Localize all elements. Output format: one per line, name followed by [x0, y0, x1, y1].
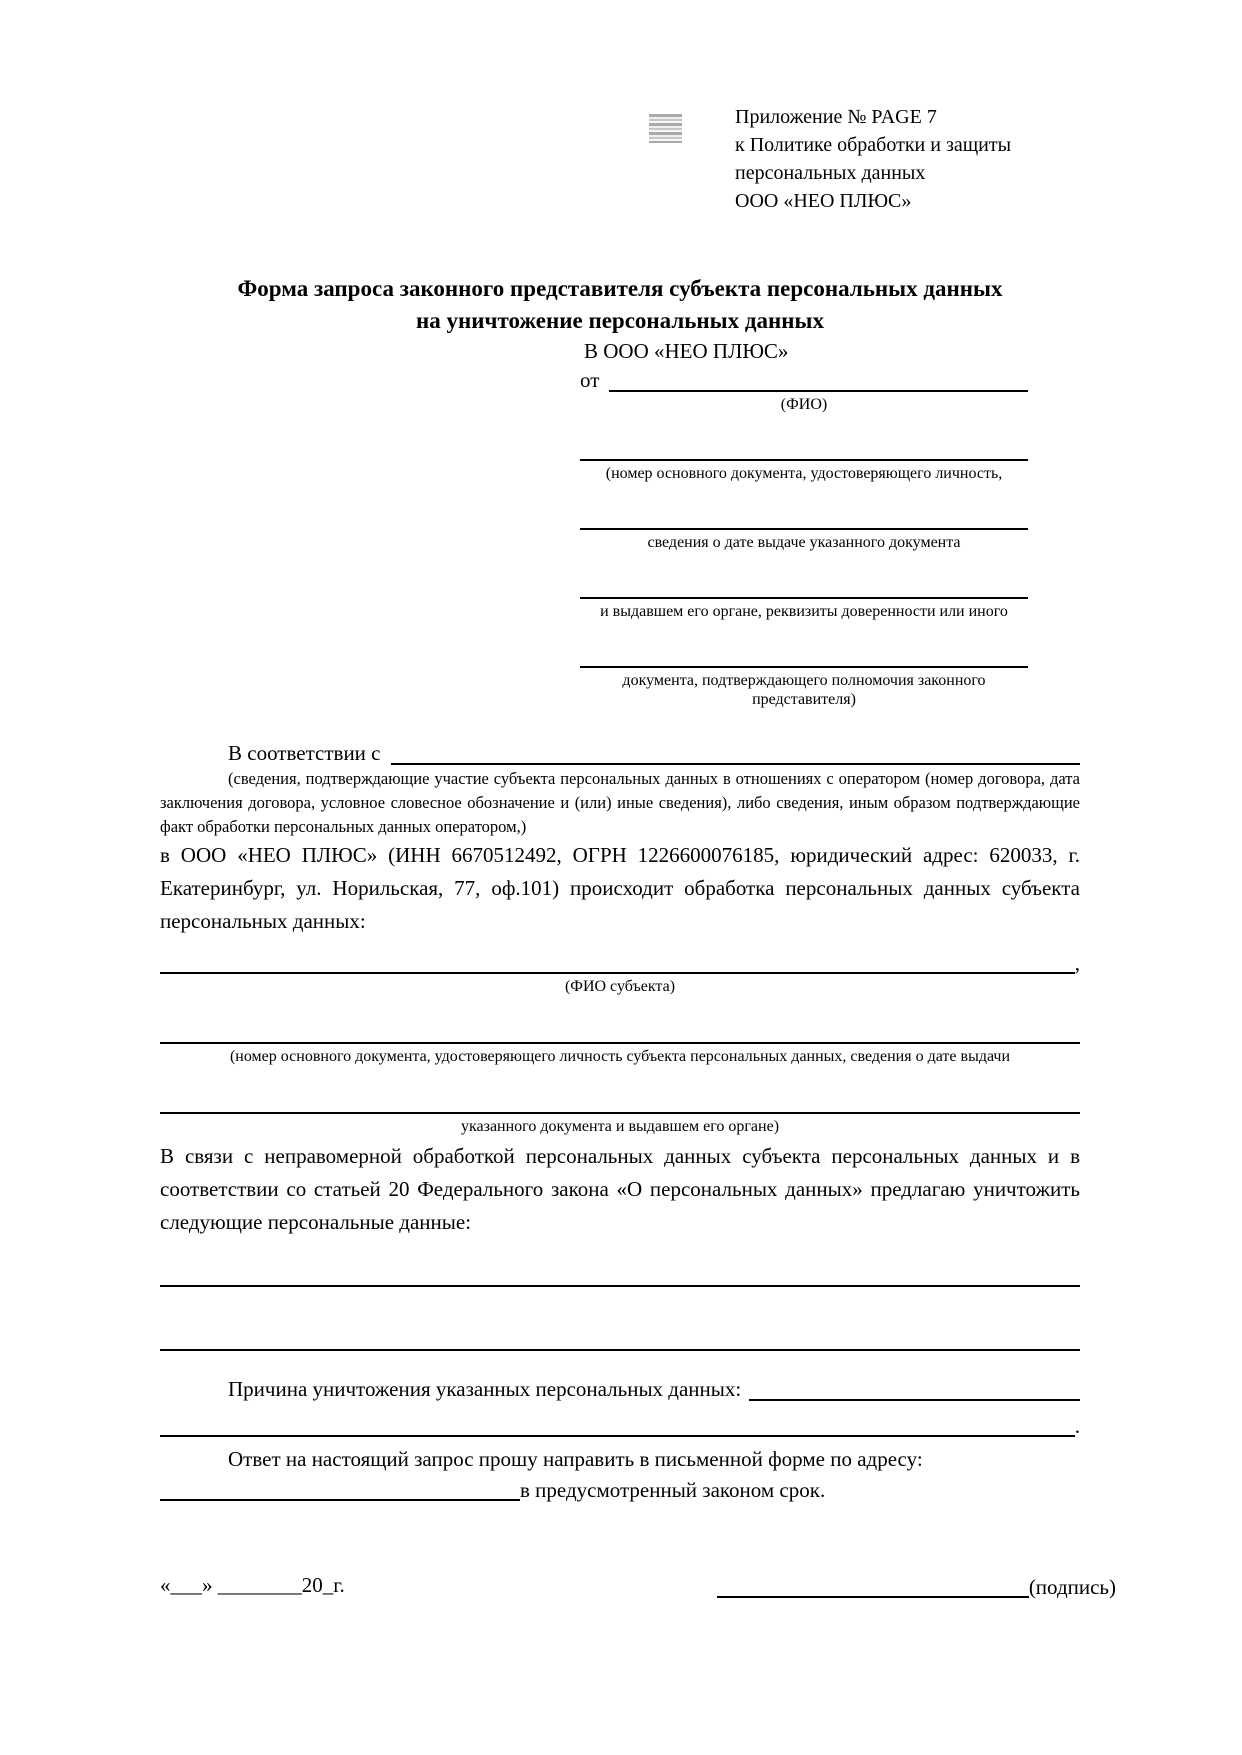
issuing-authority-caption: и выдавшем его органе, реквизиты доверенности или иного	[600, 603, 1008, 620]
issue-date-field	[580, 508, 1028, 552]
data-to-destroy-blank-line	[160, 1265, 1080, 1287]
appendix-header	[735, 103, 1080, 215]
appendix-header-line: ООО «НЕО ПЛЮС»	[735, 190, 912, 212]
document-title	[160, 273, 1080, 337]
subject-document-field	[160, 1022, 1080, 1066]
appendix-header-line: к Политике обработки и защиты	[735, 134, 1012, 156]
reason-blank-line	[749, 1377, 1080, 1401]
reason-continuation-field	[160, 1413, 1080, 1437]
accordance-caption: (сведения, подтверждающие участие субъекта персональных данных в отношениях с оператором (номер договора, дата заключения договора, условное словесное обозначение и (или) иные сведения), либо сведения, иным образом подтверждающие факт обработки персональных данных оператором,)	[160, 769, 1080, 836]
subject-document-caption2: указанного документа и выдавшем его органе)	[460, 1118, 780, 1135]
blank-line	[580, 646, 1028, 668]
signature-blank-line	[717, 1574, 1029, 1598]
from-field	[580, 368, 1028, 392]
date-blank-text: «___» ________20_г.	[160, 1573, 345, 1597]
blank-line	[580, 577, 1028, 599]
data-to-destroy-blank-line	[160, 1329, 1080, 1351]
document-number-field	[580, 439, 1028, 483]
addressee-block	[580, 337, 1028, 709]
accordance-label: В соответствии с	[228, 741, 381, 765]
accordance-field	[160, 741, 1080, 765]
document-title-line2: на уничтожение персональных данных	[416, 308, 824, 333]
authority-document-field	[580, 646, 1028, 709]
operator-paragraph: в ООО «НЕО ПЛЮС» (ИНН 6670512492, ОГРН 1226600076185, юридический адрес: 620033, г. Екатеринбург, ул. Норильская, 77, оф.101) происходит обработка персональных данных субъекта персональных данных:	[160, 843, 1080, 933]
subject-document-field2	[160, 1092, 1080, 1136]
subject-fio-field	[160, 950, 1080, 974]
blank-line	[160, 950, 1075, 974]
line-suffix: .	[1074, 1414, 1080, 1438]
subject-fio-caption: (ФИО субъекта)	[564, 978, 676, 995]
signature-row	[160, 1573, 1116, 1598]
reply-request-text: Ответ на настоящий запрос прошу направить в письменной форме по адресу:	[228, 1447, 923, 1471]
blank-line	[160, 1092, 1080, 1114]
subject-document-caption: (номер основного документа, удостоверяющего личность субъекта персональных данных, сведения о дате выдачи	[229, 1048, 1011, 1065]
document-title-line1: Форма запроса законного представителя субъекта персональных данных	[237, 276, 1003, 301]
reply-deadline-text: в предусмотренный законом срок.	[520, 1478, 826, 1502]
blank-line	[580, 439, 1028, 461]
blank-line	[160, 1413, 1075, 1437]
text-lines-icon	[649, 114, 682, 143]
signature-field	[717, 1574, 1116, 1598]
appendix-header-line: Приложение № PAGE 7	[735, 106, 937, 128]
line-suffix: ,	[1074, 951, 1080, 975]
appendix-header-line: персональных данных	[735, 162, 926, 184]
from-blank-line	[609, 368, 1028, 392]
blank-line	[580, 508, 1028, 530]
reason-label: Причина уничтожения указанных персональных данных:	[228, 1377, 742, 1401]
issue-date-caption: сведения о дате выдаче указанного документа	[647, 534, 961, 551]
document-number-caption: (номер основного документа, удостоверяющего личность,	[605, 465, 1003, 482]
reason-field	[160, 1377, 1080, 1401]
addressee-to: В ООО «НЕО ПЛЮС»	[584, 339, 789, 363]
reply-address-field	[160, 1477, 1080, 1501]
from-label: от	[580, 368, 600, 392]
blank-line	[160, 1022, 1080, 1044]
signature-caption: (подпись)	[1028, 1575, 1116, 1599]
issuing-authority-field	[580, 577, 1028, 621]
destroy-paragraph: В связи с неправомерной обработкой персональных данных субъекта персональных данных и в соответствии со статьей 20 Федерального закона «О персональных данных» предлагаю уничтожить следующие персональные данные:	[160, 1144, 1080, 1234]
fio-caption: (ФИО)	[780, 396, 828, 413]
reply-address-blank-line	[160, 1477, 520, 1501]
accordance-blank-line	[391, 741, 1081, 765]
authority-document-caption: документа, подтверждающего полномочия законного представителя)	[622, 672, 986, 708]
